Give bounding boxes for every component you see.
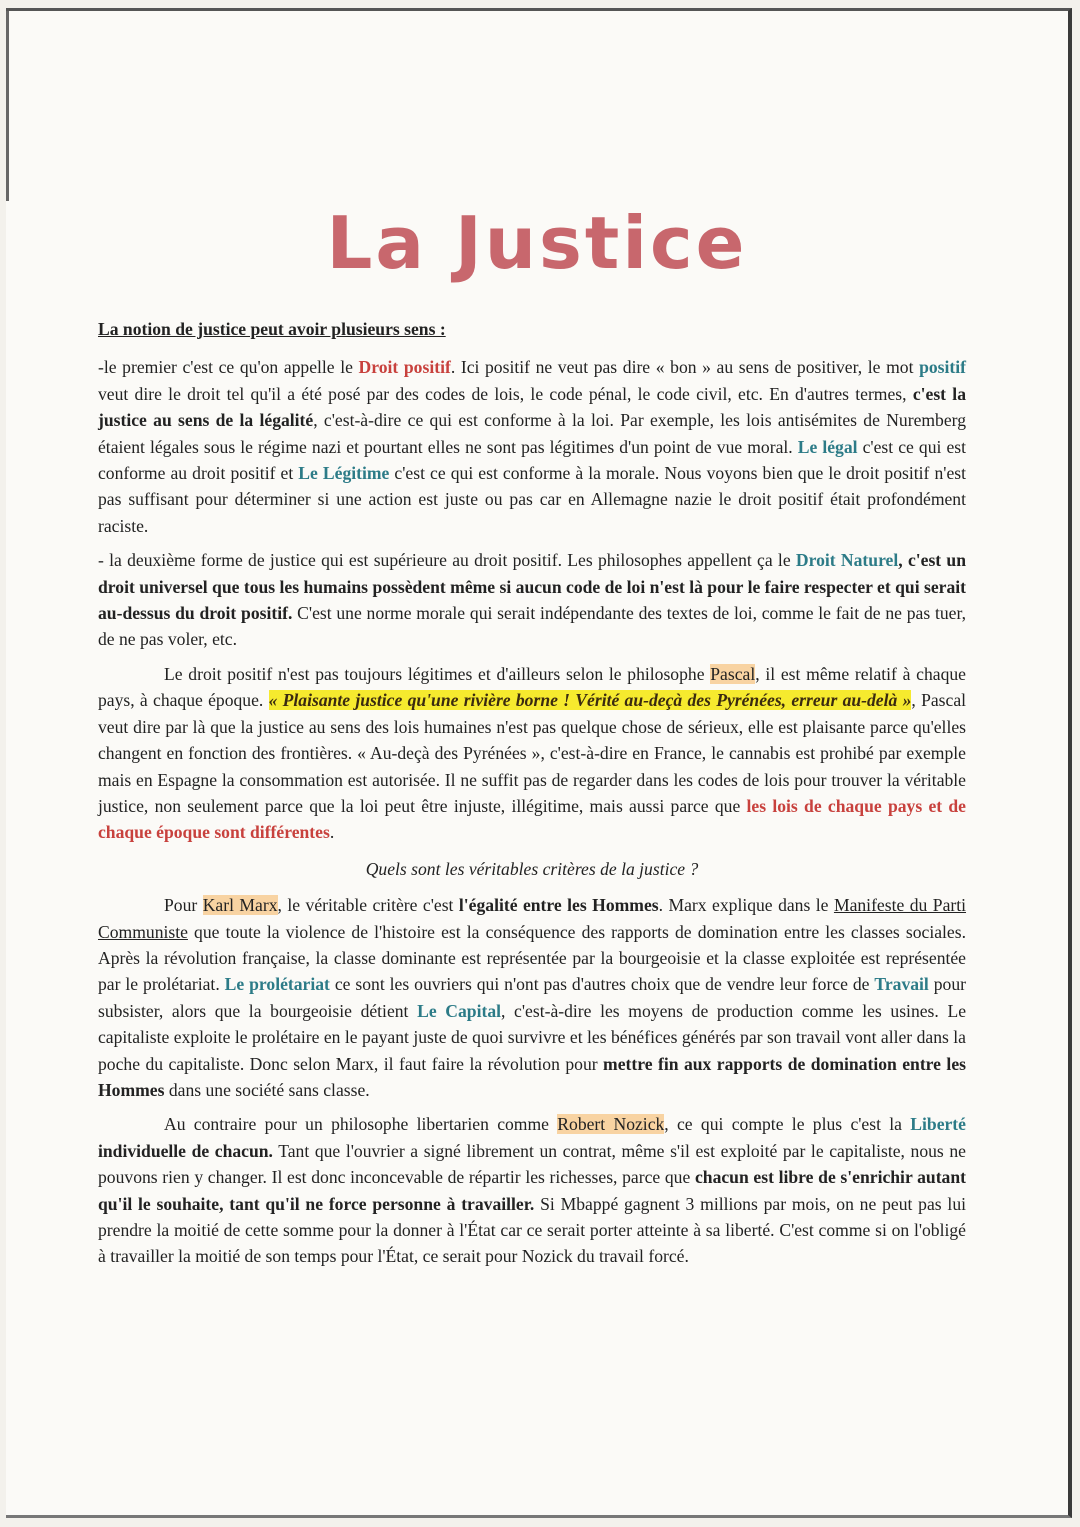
term-proletariat: Le prolétariat bbox=[224, 974, 330, 995]
term-liberte: Liberté bbox=[910, 1114, 966, 1135]
pascal-quote: « Plaisante justice qu'une rivière borne ! Vérité au-deçà des Pyrénées, erreur au-delà » bbox=[268, 690, 912, 711]
page-title: La Justice bbox=[326, 201, 748, 285]
paragraph-droit-positif: -le premier c'est ce qu'on appelle le Droit positif. Ici positif ne veut pas dire « bon » au sens de positiver, le mot positif veut dire le droit tel qu'il a été posé par des codes de lois, le code pénal, le code civil, etc. En d'autres termes, c'est la justice au sens de la légalité, c'est-à-dire ce qui est conforme à la loi. Par exemple, les lois antisémites de Nuremberg étaient légales sous le régime nazi et pourtant elles ne sont pas légitimes d'un point de vue moral. Le légal c'est ce qui est conforme au droit positif et Le Légitime c'est ce qui est conforme à la morale. Nous voyons bien que le droit positif n'est pas suffisant pour déterminer si une action est juste ou pas car en Allemagne nazie le droit positif était profondément raciste. bbox=[98, 357, 967, 536]
question-heading: Quels sont les véritables critères de la justice ? bbox=[365, 858, 699, 879]
paragraph-droit-naturel: - la deuxième forme de justice qui est supérieure au droit positif. Les philosophes appellent ça le Droit Naturel, c'est un droit universel que tous les humains possèdent même si aucun code de loi n'est là pour le faire respecter et qui serait au-dessus du droit positif. C'est une norme morale qui serait indépendante des textes de loi, comme le fait de ne pas tuer, de ne pas voler, etc. bbox=[98, 550, 966, 650]
name-pascal: Pascal bbox=[710, 663, 756, 684]
term-positif: positif bbox=[919, 357, 967, 378]
name-robert-nozick: Robert Nozick bbox=[557, 1114, 665, 1135]
paragraph-marx: Pour Karl Marx, le véritable critère c'est l'égalité entre les Hommes. Marx explique dans le Manifeste du Parti Communiste que toute la violence de l'histoire est la conséquence des rapports de domination entre les classes sociales. Après la révolution française, la classe dominante est représentée par la bourgeoisie et la classe exploitée est représentée par le prolétariat. Le prolétariat ce sont les ouvriers qui n'ont pas d'autres choix que de vendre leur force de Travail pour subsister, alors que la bourgeoisie détient Le Capital, c'est-à-dire les moyens de production comme les usines. Le capitaliste exploite le prolétaire en le payant juste de quoi survivre et les bénéfices générés par son travail vont aller dans la poche du capitaliste. Donc selon Marx, il faut faire la révolution pour mettre fin aux rapports de domination entre les Hommes dans une société sans classe. bbox=[98, 895, 967, 1100]
section-heading: La notion de justice peut avoir plusieurs sens : bbox=[98, 319, 446, 339]
term-legal: Le légal bbox=[797, 436, 858, 457]
name-karl-marx: Karl Marx bbox=[202, 895, 278, 916]
document-page bbox=[6, 8, 1072, 1518]
term-droit-positif: Droit positif bbox=[358, 357, 451, 378]
term-droit-naturel: Droit Naturel bbox=[795, 550, 899, 571]
paragraph-nozick: Au contraire pour un philosophe libertarien comme Robert Nozick, ce qui compte le plus c'est la Liberté individuelle de chacun. Tant que l'ouvrier a signé librement un contrat, même s'il est exploité par le capitaliste, nous ne pouvons rien y changer. Il est donc inconcevable de répartir les richesses, parce que chacun est libre de s'enrichir autant qu'il le souhaite, tant qu'il ne force personne à travailler. Si Mbappé gagnent 3 millions par mois, on ne peut pas lui prendre la moitié de cette somme pour la donner à l'État car ce serait porter atteinte à sa liberté. C'est comme si on l'obligé à travailler la moitié de son temps pour l'État, ce serait pour Nozick du travail forcé. bbox=[98, 1114, 967, 1267]
highlight-lois-differentes: les lois de chaque pays et de chaque époque sont différentes bbox=[98, 795, 966, 843]
document-body bbox=[98, 316, 966, 1278]
manifeste-title: Manifeste du Parti Communiste bbox=[98, 895, 967, 942]
paragraph-pascal: Le droit positif n'est pas toujours légitimes et d'ailleurs selon le philosophe Pascal, il est même relatif à chaque pays, à chaque époque. « Plaisante justice qu'une rivière borne ! Vérité au-deçà des Pyrénées, erreur au-delà », Pascal veut dire par là que la justice au sens des lois humaines n'est pas quelque chose de sérieux, elle est plaisante parce qu'elles changent en fonction des frontières. « Au-deçà des Pyrénées », c'est-à-dire en France, le cannabis est prohibé par exemple mais en Espagne la consommation est autorisée. Il ne suffit pas de regarder dans les codes de lois pour trouver la véritable justice, non seulement parce que la loi peut être injuste, illégitime, mais aussi parce que les lois de chaque pays et de chaque époque sont différentes. bbox=[98, 663, 967, 843]
term-legitime: Le Légitime bbox=[298, 463, 390, 484]
page-edge bbox=[6, 11, 9, 201]
term-travail: Travail bbox=[874, 974, 929, 995]
term-capital: Le Capital bbox=[417, 1000, 502, 1021]
